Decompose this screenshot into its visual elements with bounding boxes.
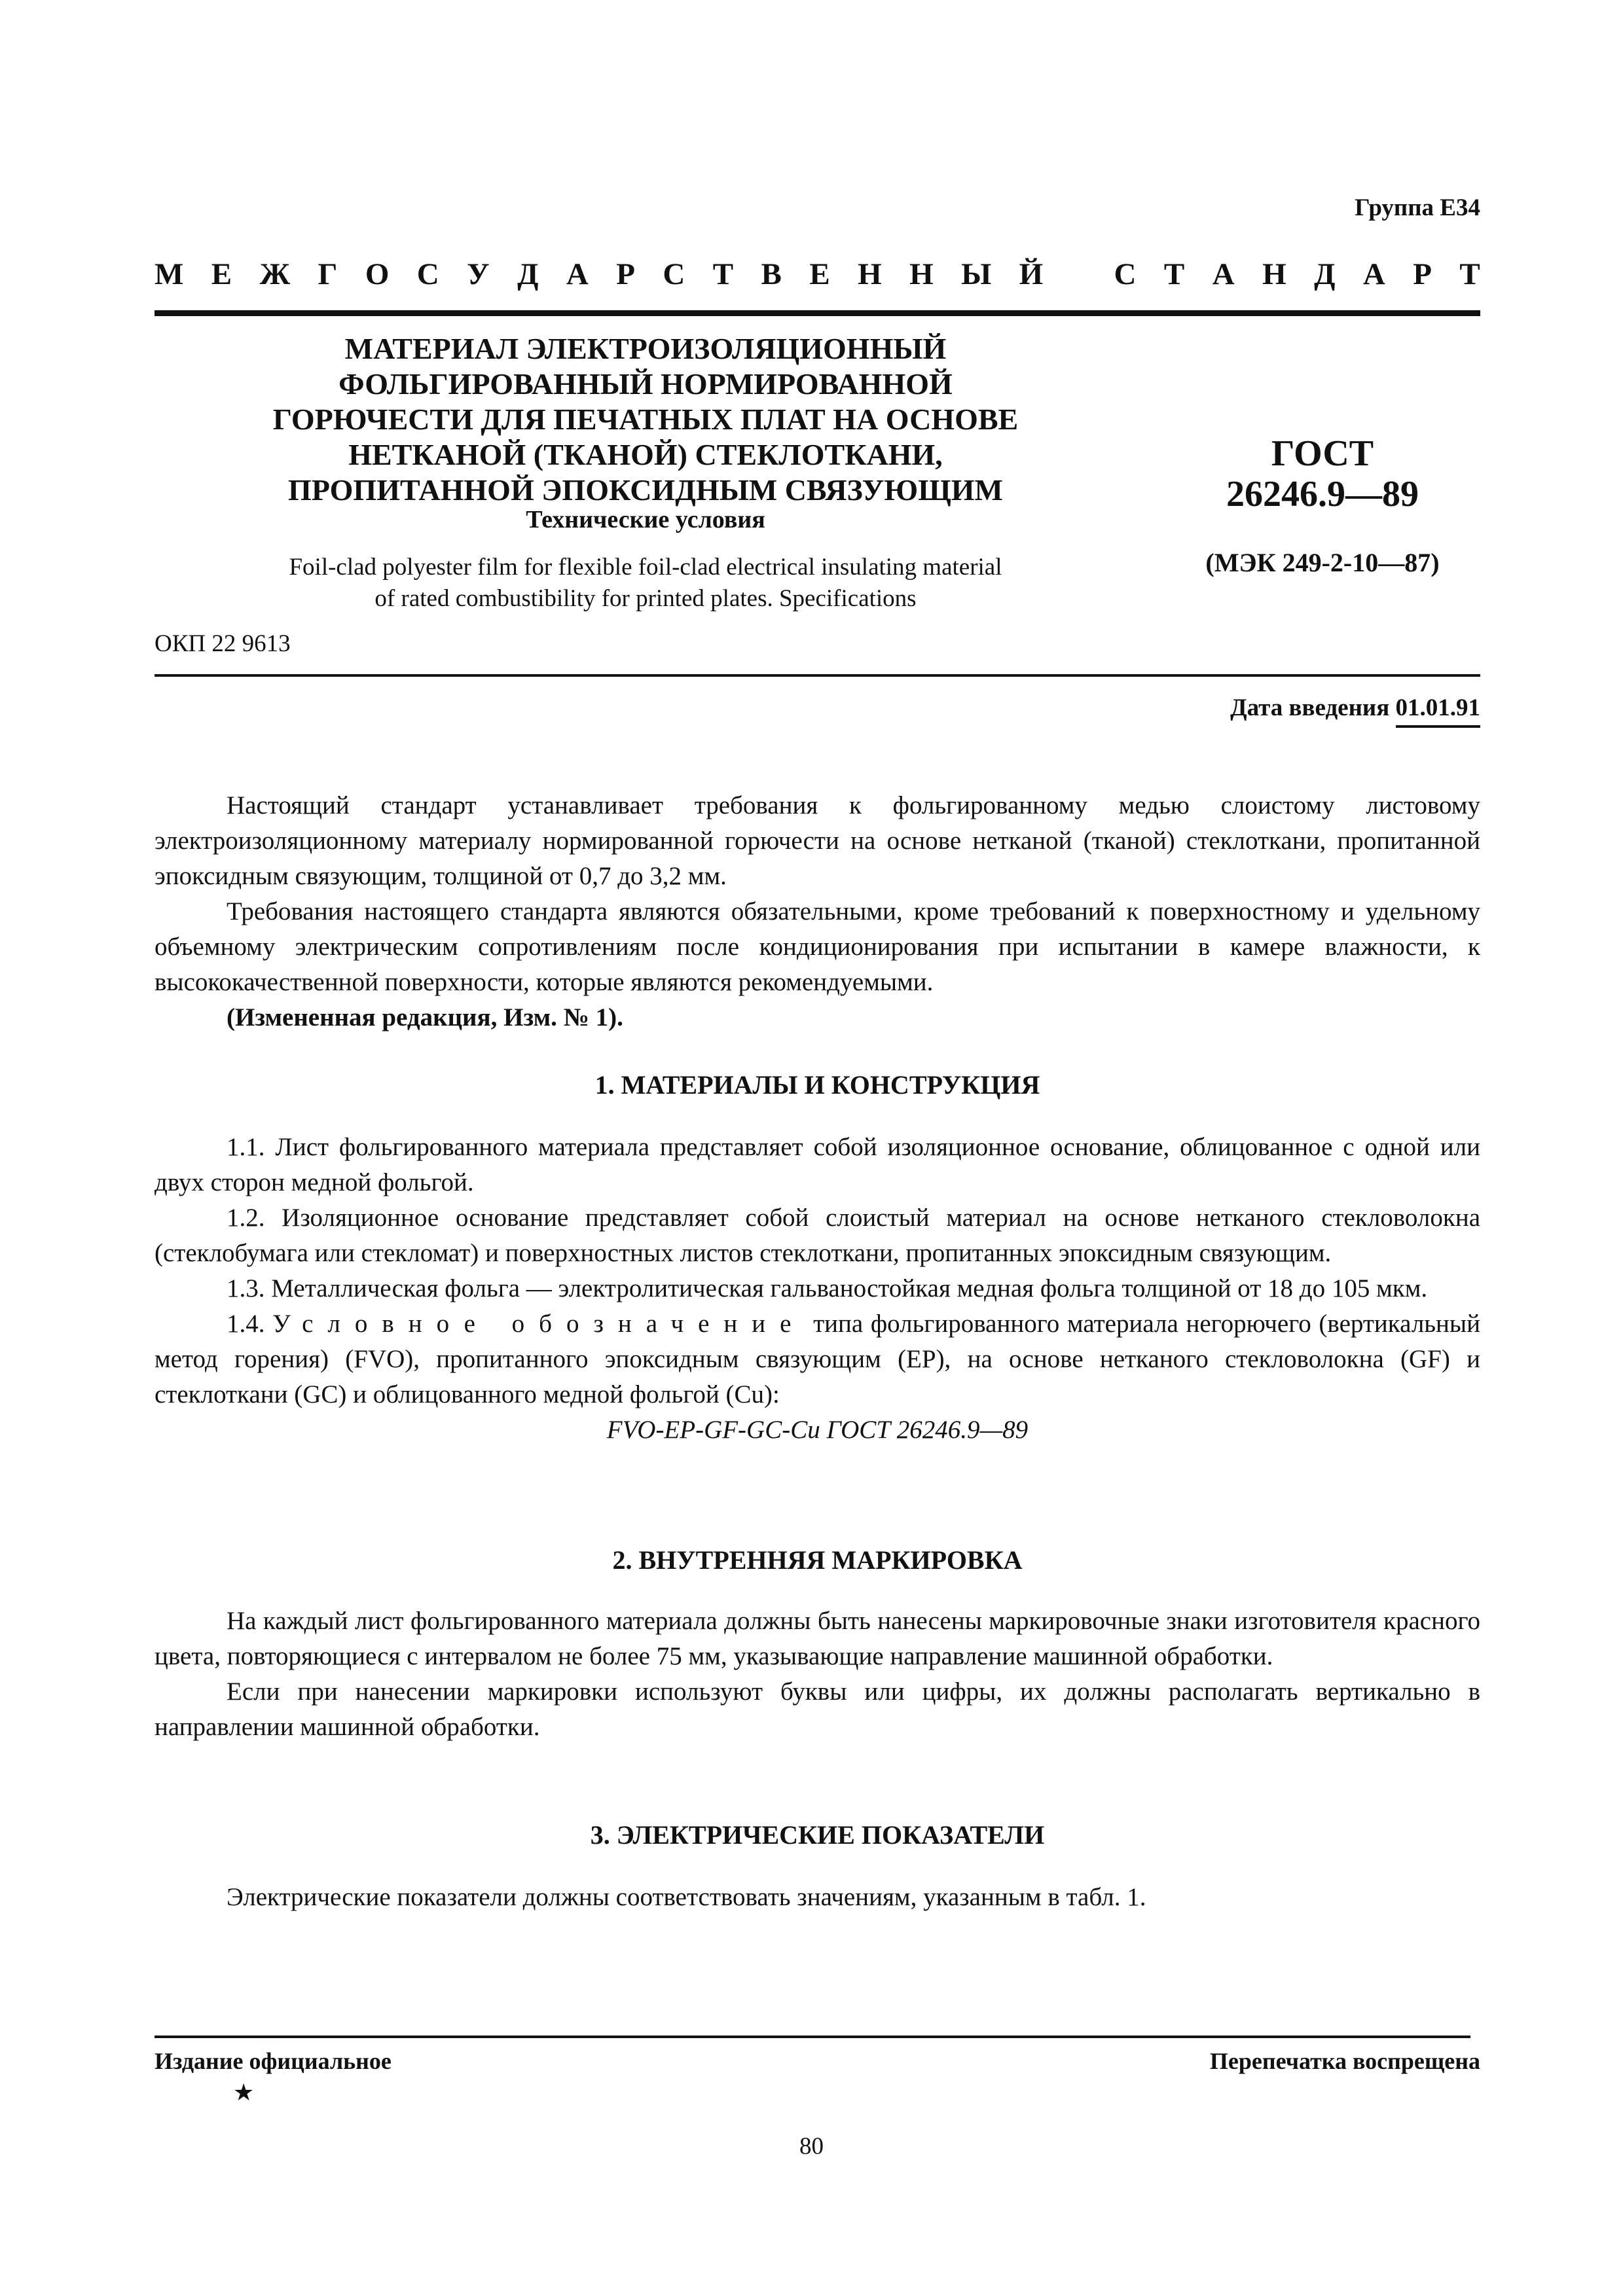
intro-paragraph: Требования настоящего стандарта являются обязательными, кроме требований к поверхностному и удельному объемному электрическим сопротивлениям после кондиционирования при испытании в камере влажности, к высококачественной поверхности, которые являются рекомендуемыми. (155, 897, 1480, 996)
section-2-paragraph: Если при нанесении маркировки используют буквы или цифры, их должны располагать вертикально в направлении машинной обработки. (155, 1677, 1480, 1741)
header-rule (155, 310, 1480, 316)
standard-banner (155, 257, 1480, 292)
banner-letter: М (155, 257, 184, 291)
banner-letter: Т (1163, 257, 1185, 291)
banner-letter: О (365, 257, 390, 291)
title-line: МАТЕРИАЛ ЭЛЕКТРОИЗОЛЯЦИОННЫЙ (344, 332, 947, 365)
document-subtitle: Технические условия (526, 506, 765, 533)
document-title (155, 331, 1137, 508)
footer-rule (155, 2036, 1470, 2038)
banner-letter: Н (909, 257, 934, 291)
banner-letter: Н (1262, 257, 1286, 291)
gost-label: ГОСТ (1271, 433, 1374, 474)
banner-letter: С (663, 257, 685, 291)
clause-1-4 (155, 1306, 1480, 1412)
banner-letter: Е (809, 257, 830, 291)
english-title (155, 552, 1137, 615)
clause-number: 1.4. (227, 1310, 273, 1338)
banner-letter: Е (211, 257, 232, 291)
iec-reference: (МЭК 249-2-10—87) (1205, 548, 1440, 577)
section-3-body (155, 1880, 1480, 1915)
title-line: ПРОПИТАННОЙ ЭПОКСИДНЫМ СВЯЗУЮЩИМ (288, 473, 1003, 507)
banner-letter: Н (858, 257, 882, 291)
clause-1-3: 1.3. Металлическая фольга — электролитическая гальваностойкая медная фольга толщиной от 18 до 105 мкм. (227, 1274, 1428, 1302)
section-2-body (155, 1604, 1480, 1745)
date-value: 01.01.91 (1396, 694, 1481, 728)
reprint-notice: Перепечатка воспрещена (1209, 2048, 1480, 2074)
banner-letter: У (467, 257, 490, 291)
page-number: 80 (799, 2133, 824, 2160)
title-line: ГОРЮЧЕСТИ ДЛЯ ПЕЧАТНЫХ ПЛАТ НА ОСНОВЕ (272, 403, 1019, 436)
english-title-line: Foil-clad polyester film for flexible foil-clad electrical insulating material (289, 554, 1002, 581)
okp-code: ОКП 22 9613 (155, 630, 291, 657)
intro-block (155, 788, 1480, 1035)
star-icon: ★ (233, 2079, 255, 2106)
section-3-paragraph: Электрические показатели должны соответствовать значениям, указанным в табл. 1. (227, 1883, 1146, 1911)
section-2-paragraph: На каждый лист фольгированного материала должны быть нанесены маркировочные знаки изготовителя красного цвета, повторяющиеся с интервалом не более 75 мм, указывающие направление машинной обработки. (155, 1607, 1480, 1670)
gost-number: 26246.9—89 (1226, 474, 1419, 514)
official-edition: Издание официальное (155, 2048, 392, 2074)
banner-letter: Т (712, 257, 734, 291)
banner-letter: Г (318, 257, 338, 291)
title-rule (155, 674, 1480, 677)
material-designation: FVO-EP-GF-GC-Cu ГОСТ 26246.9—89 (606, 1416, 1029, 1444)
clause-text: типа фольгированного материала негорючего (вертикальный метод горения) (FVO), пропитанного эпоксидным связующим (EP), на основе нетканого стекловолокна (GF) и стеклоткани (GC) и облицованного медной фольгой (Cu): (155, 1310, 1481, 1408)
section-2-heading: 2. ВНУТРЕННЯЯ МАРКИРОВКА (612, 1545, 1023, 1575)
section-1-body (155, 1130, 1480, 1448)
banner-letter: А (1212, 257, 1235, 291)
effective-date (1230, 694, 1480, 722)
clause-1-2: 1.2. Изоляционное основание представляет собой слоистый материал на основе нетканого стекловолокна (стеклобумага или стекломат) и поверхностных листов стеклоткани, пропитанных эпоксидным связующим. (155, 1204, 1480, 1267)
title-line: НЕТКАНОЙ (ТКАНОЙ) СТЕКЛОТКАНИ, (348, 438, 943, 471)
banner-letter: Р (616, 257, 635, 291)
banner-letter: А (566, 257, 589, 291)
clause-1-1: 1.1. Лист фольгированного материала представляет собой изоляционное основание, облицованное с одной или двух сторон медной фольгой. (155, 1133, 1480, 1196)
title-line: ФОЛЬГИРОВАННЫЙ НОРМИРОВАННОЙ (338, 367, 953, 401)
group-code: Группа Е34 (1355, 194, 1480, 221)
english-title-line: of rated combustibility for printed plates. Specifications (374, 585, 917, 612)
banner-letter: В (761, 257, 782, 291)
section-3-heading: 3. ЭЛЕКТРИЧЕСКИЕ ПОКАЗАТЕЛИ (590, 1820, 1045, 1850)
banner-letter: А (1362, 257, 1385, 291)
banner-gap (1071, 257, 1087, 292)
banner-letter: Д (517, 257, 539, 291)
banner-letter: Ы (961, 257, 992, 291)
banner-letter: Р (1413, 257, 1432, 291)
section-1-heading: 1. МАТЕРИАЛЫ И КОНСТРУКЦИЯ (594, 1070, 1040, 1100)
banner-letter: Д (1314, 257, 1336, 291)
banner-letter: Й (1019, 257, 1044, 291)
amendment-note: (Измененная редакция, Изм. № 1). (227, 1003, 623, 1031)
banner-letter: С (1114, 257, 1137, 291)
intro-paragraph: Настоящий стандарт устанавливает требования к фольгированному медью слоистому листовому электроизоляционному материалу нормированной горючести на основе нетканой (тканой) стеклоткани, пропитанной эпоксидным связующим, толщиной от 0,7 до 3,2 мм. (155, 791, 1480, 890)
date-label: Дата введения (1230, 694, 1390, 721)
spaced-term: Условное обозначение (272, 1310, 806, 1338)
banner-letter: Т (1459, 257, 1480, 291)
banner-letter: Ж (259, 257, 291, 291)
banner-letter: С (416, 257, 439, 291)
